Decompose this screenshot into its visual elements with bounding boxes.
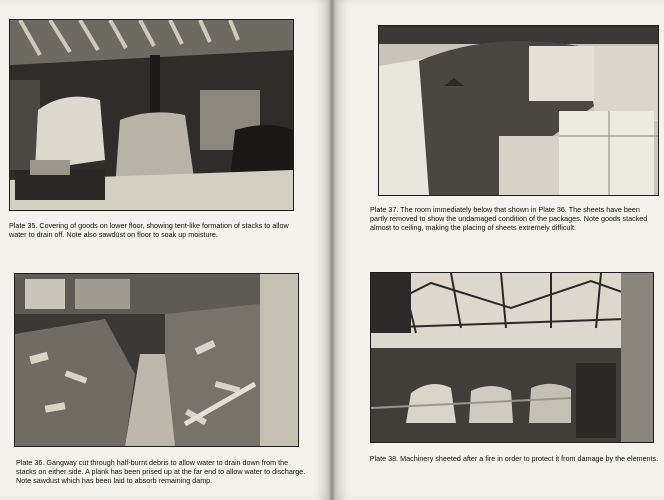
plate-38-photo bbox=[370, 272, 654, 443]
plate-37-photo bbox=[378, 25, 659, 196]
plate-35-text: Covering of goods on lower floor, showing tent-like formation of stacks to allow water to drain off. Note also sawdust on floor to soak up moisture. bbox=[9, 221, 289, 239]
plate-36-caption bbox=[16, 458, 306, 485]
plate-38-text: Machinery sheeted after a fire in order to protect it from damage by the elements. bbox=[400, 454, 659, 463]
book-gutter bbox=[328, 0, 336, 500]
plate-35-photo bbox=[9, 19, 294, 211]
plate-35-number: Plate 35. bbox=[9, 221, 38, 230]
plate-36-number: Plate 36. bbox=[16, 458, 45, 467]
plate-36-text: Gangway cut through half-burnt debris to allow water to drain down from the stacks on either side. A plank has been prised up at the far end to allow water to discharge. Note sawdust which has been laid to absorb remaining damp. bbox=[16, 458, 306, 485]
plate-37-caption bbox=[370, 205, 658, 232]
plate-35-caption bbox=[9, 221, 299, 239]
plate-37-text: The room immediately below that shown in Plate 36. The sheets have been partly removed to show the undamaged condition of the packages. Note goods stacked almost to ceiling, making the placing of sheets extremely difficult. bbox=[370, 205, 648, 232]
plate-36-photo bbox=[14, 273, 299, 447]
plate-38-caption bbox=[368, 454, 660, 463]
plate-38-number: Plate 38. bbox=[369, 454, 399, 463]
plate-37-number: Plate 37. bbox=[370, 205, 399, 214]
